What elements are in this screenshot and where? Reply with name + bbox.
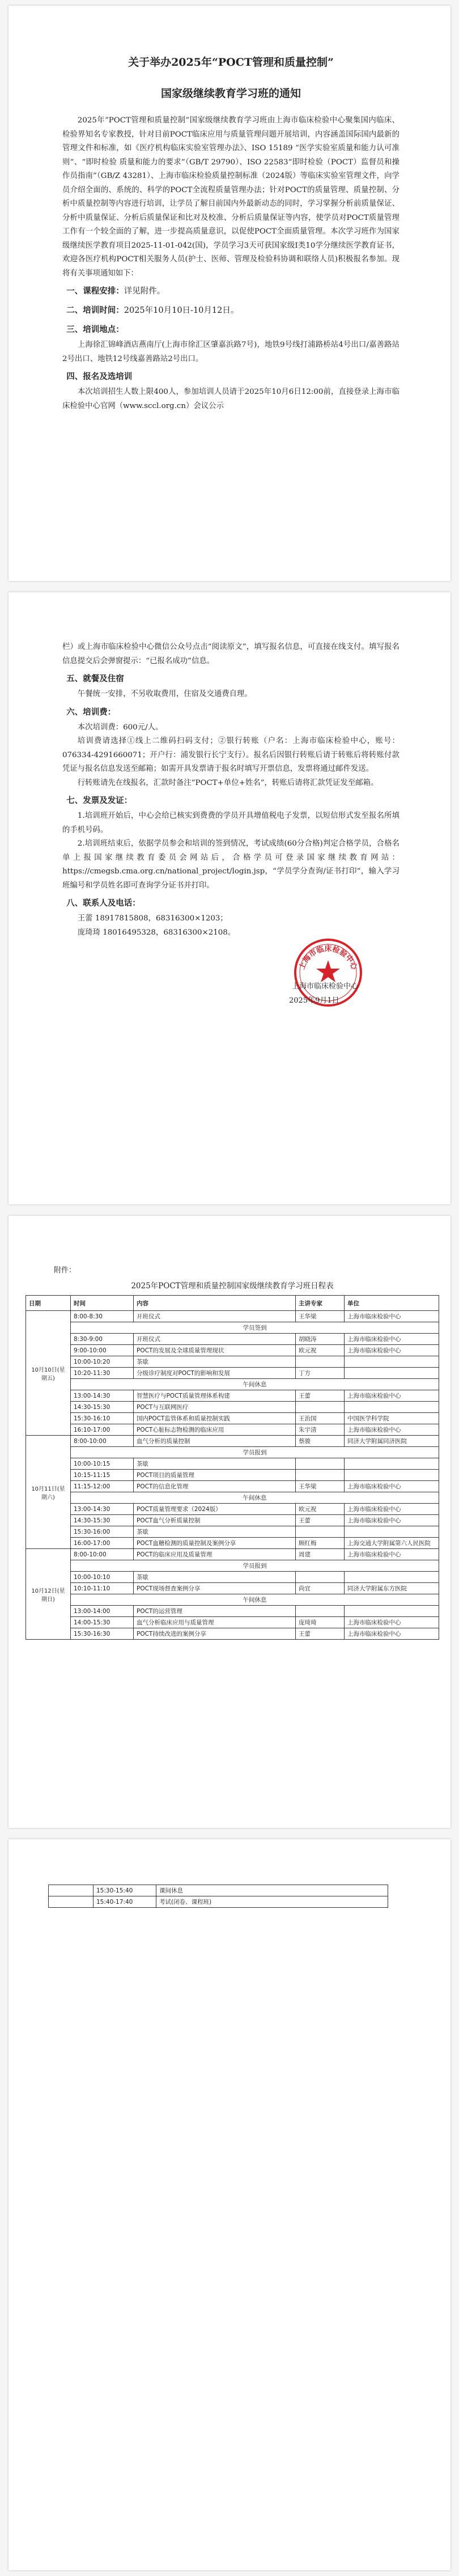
time-cell: 10:00-10:15 (71, 1458, 134, 1470)
table-row (26, 1504, 439, 1515)
contact-1: 王蕾 18917815808，68316300×1203； (77, 914, 228, 923)
lunch-break-cell: 午间休息 (71, 1492, 439, 1504)
certificate-paragraph: 2.培训班结束后，依据学员参会和培训的签到情况，考试成绩(60分合格)判定合格学员，合格名单上报国家继续教育委员会网站后，合格学员可登录国家继续教育网站：https://cmegsb.cma.org.cn/national_project/login.jsp，“学员学分查询/证书打印”，输入学习班编号和学员姓名即可查询学分证书并打印。 (62, 839, 400, 890)
header-unit: 单位 (345, 1296, 439, 1311)
table-row (26, 1356, 439, 1368)
table-row (26, 1628, 439, 1640)
unit-cell: 上海市临床检验中心 (345, 1504, 439, 1515)
expert-cell: 欧元祝 (296, 1504, 345, 1515)
section-3-heading: 三、培训地点： (66, 325, 124, 334)
section-4-detail: 本次培训招生人数上限400人，参加培训人员请于2025年10月6日12:00前，直接登录上海市临床检验中心官网（www.sccl.org.cn）会议公示 (62, 388, 400, 410)
unit-cell (345, 1526, 439, 1538)
notice-title-line2: 国家级继续教育学习班的通知 (160, 87, 301, 100)
table-row (26, 1492, 439, 1504)
expert-cell: 王蕾 (296, 1390, 345, 1402)
content-cell: POCT的临床应用及质量管理 (134, 1549, 296, 1560)
unit-cell: 上海交通大学附属第六人民医院 (345, 1538, 439, 1549)
table-row (26, 1413, 439, 1424)
time-cell: 15:40-17:40 (94, 1896, 156, 1908)
unit-cell (345, 1368, 439, 1379)
day-cell: 10月11日(星期六) (26, 1436, 71, 1549)
time-cell: 15:30-16:10 (71, 1413, 134, 1424)
expert-cell: 尚宜 (296, 1583, 345, 1594)
expert-cell: 王治国 (296, 1413, 345, 1424)
time-cell: 13:00-14:30 (71, 1390, 134, 1402)
expert-cell: 蔡骏 (296, 1436, 345, 1447)
section-2-heading: 二、培训时间：2025年10月10日-10月12日。 (66, 305, 239, 315)
expert-cell: 王华梁 (296, 1311, 345, 1322)
table-row (26, 1617, 439, 1628)
time-cell: 14:30-15:30 (71, 1515, 134, 1526)
content-cell: 国内POCT监管体系和质量控制实践 (134, 1413, 296, 1424)
table-row (26, 1549, 439, 1560)
unit-cell (345, 1470, 439, 1481)
section-6-heading: 六、培训费： (66, 707, 116, 717)
time-cell: 10:00-10:20 (71, 1356, 134, 1368)
table-row (26, 1526, 439, 1538)
section-7-heading: 七、发票及发证： (66, 796, 133, 805)
time-cell: 10:00-10:10 (71, 1572, 134, 1583)
expert-cell: 朱宇清 (296, 1424, 345, 1436)
time-cell: 15:30-16:30 (71, 1628, 134, 1640)
content-cell: 课间休息 (156, 1885, 388, 1896)
time-cell: 14:30-15:30 (71, 1402, 134, 1413)
schedule-table-continued (48, 1885, 388, 1908)
table-row (26, 1572, 439, 1583)
attachment-label: 附件： (54, 1266, 76, 1275)
time-cell: 10:15-11:15 (71, 1470, 134, 1481)
time-cell: 11:15-12:00 (71, 1481, 134, 1492)
schedule-table (26, 1295, 439, 1640)
section-3-detail: 上海徐汇锦峰酒店燕南厅(上海市徐汇区肇嘉浜路7号)，地铁9号线打浦路桥站4号出口/嘉善路站2号出口、地铁12号线嘉善路站2号出口。 (62, 341, 400, 363)
table-row (26, 1560, 439, 1572)
unit-cell (345, 1572, 439, 1583)
time-cell: 10:20-11:30 (71, 1368, 134, 1379)
unit-cell: 同济大学附属同济医院 (345, 1436, 439, 1447)
signing-date: 2025年9月1日 (289, 996, 339, 1005)
seal-text: 上海市临床检验中心 (298, 945, 359, 971)
section-4-continued: 栏）或上海市临床检验中心微信公众号点击“阅读原文”，填写报名信息，可直接在线支付。填写报名信息提交后会弹窗提示：“已报名成功”信息。 (62, 643, 400, 665)
table-row (26, 1470, 439, 1481)
notice-page-2 (8, 592, 450, 1204)
content-cell: POCT与互联网医疗 (134, 1402, 296, 1413)
table-row (26, 1538, 439, 1549)
content-cell: 开班仪式 (134, 1334, 296, 1345)
contact-2: 庞琦琦 18016495328，68316300×2108。 (77, 928, 236, 937)
section-5-detail: 午餐统一安排，不另收取费用，住宿及交通费自理。 (77, 690, 252, 698)
content-cell: 智慧医疗与POCT质量管理体系构建 (134, 1390, 296, 1402)
unit-cell (345, 1458, 439, 1470)
empty-date-cell (49, 1885, 94, 1896)
unit-cell: 上海市临床检验中心 (345, 1549, 439, 1560)
session-banner-cell: 学员报到 (71, 1447, 439, 1458)
table-row (26, 1447, 439, 1458)
schedule-page (8, 1216, 450, 1828)
table-row (26, 1390, 439, 1402)
expert-cell (296, 1458, 345, 1470)
expert-cell (296, 1470, 345, 1481)
empty-date-cell (49, 1896, 94, 1908)
table-row (26, 1436, 439, 1447)
session-banner-cell: 学员报到 (71, 1560, 439, 1572)
time-cell: 15:30-15:40 (94, 1885, 156, 1896)
expert-cell (296, 1572, 345, 1583)
content-cell: POCT心脏标志物检测的临床应用 (134, 1424, 296, 1436)
content-cell: 血气分析临床应用与质量管理 (134, 1617, 296, 1628)
table-row (26, 1594, 439, 1606)
expert-cell: 顾红梅 (296, 1538, 345, 1549)
time-cell: 8:00-10:00 (71, 1549, 134, 1560)
content-cell: POCT的运营管理 (134, 1606, 296, 1617)
payment-paragraph-2: 行转账请先在线报名，汇款时备注“POCT+单位+姓名”，转账后请将汇款凭证发至邮箱。 (77, 778, 379, 787)
payment-paragraph: 培训费请选择①线上二维码扫码支付；②银行转账（户名：上海市临床检验中心，账号：076334-4291660071；开户行：浦发银行长宁支行）。报名后因银行转账后请于转账后将转账付款凭证与报名信息发送至邮箱；如需开具发票请于报名时填写开票信息，发票将通过邮件发送。 (62, 737, 400, 773)
content-cell: POCT质量管理要求（2024版） (134, 1504, 296, 1515)
table-row (26, 1583, 439, 1594)
table-row (26, 1379, 439, 1390)
content-cell: 血气分析的质量控制 (134, 1436, 296, 1447)
expert-cell: 周建 (296, 1549, 345, 1560)
unit-cell: 上海市临床检验中心 (345, 1334, 439, 1345)
signing-organization: 上海市临床检验中心 (292, 982, 359, 991)
session-banner-cell: 学员签到 (71, 1322, 439, 1334)
content-cell: POCT血糖检测的质量控制及案例分享 (134, 1538, 296, 1549)
day-cell: 10月10日(星期五) (26, 1311, 71, 1436)
time-cell: 14:00-15:30 (71, 1617, 134, 1628)
signature-block (62, 943, 400, 1028)
unit-cell: 中国医学科学院 (345, 1413, 439, 1424)
unit-cell (345, 1402, 439, 1413)
unit-cell: 上海市临床检验中心 (345, 1515, 439, 1526)
expert-cell: 丁方 (296, 1368, 345, 1379)
table-row (26, 1311, 439, 1322)
content-cell: 茶歇 (134, 1356, 296, 1368)
time-cell: 13:00-14:30 (71, 1504, 134, 1515)
time-cell: 9:00-10:00 (71, 1345, 134, 1356)
unit-cell: 上海市临床检验中心 (345, 1345, 439, 1356)
table-row (26, 1334, 439, 1345)
table-row (26, 1515, 439, 1526)
expert-cell: 胡晓涛 (296, 1334, 345, 1345)
unit-cell: 同济大学附属东方医院 (345, 1583, 439, 1594)
expert-cell: 欧元祝 (296, 1345, 345, 1356)
schedule-page-continued (8, 1839, 450, 2570)
time-cell: 8:00-8:30 (71, 1311, 134, 1322)
expert-cell: 庞琦琦 (296, 1617, 345, 1628)
notice-title-line1: 关于举办2025年“POCT管理和质量控制” (128, 56, 334, 69)
content-cell: 茶歇 (134, 1458, 296, 1470)
time-cell: 16:00-17:00 (71, 1538, 134, 1549)
content-cell: 开班仪式 (134, 1311, 296, 1322)
table-row (26, 1458, 439, 1470)
lunch-break-cell: 午间休息 (71, 1379, 439, 1390)
notice-page-1 (8, 6, 450, 581)
content-cell: POCT项目的质量管理 (134, 1470, 296, 1481)
expert-cell: 王华梁 (296, 1481, 345, 1492)
unit-cell: 上海市临床检验中心 (345, 1390, 439, 1402)
schedule-title: 2025年POCT管理和质量控制国家级继续教育学习班日程表 (131, 1281, 334, 1291)
section-4-heading: 四、报名及选培训 (66, 372, 133, 381)
content-cell: POCT的信息化管理 (134, 1481, 296, 1492)
lunch-break-cell: 午间休息 (71, 1594, 439, 1606)
table-row (26, 1322, 439, 1334)
expert-cell: 王蕾 (296, 1515, 345, 1526)
section-5-heading: 五、就餐及住宿 (66, 674, 124, 684)
table-row (26, 1481, 439, 1492)
time-cell: 13:00-14:00 (71, 1606, 134, 1617)
table-row (26, 1606, 439, 1617)
table-row (49, 1885, 388, 1896)
content-cell: 茶歇 (134, 1526, 296, 1538)
unit-cell: 上海市临床检验中心 (345, 1311, 439, 1322)
header-expert: 主讲专家 (296, 1296, 345, 1311)
section-6-detail: 本次培训费：600元/人。 (77, 723, 163, 732)
header-time: 时间 (71, 1296, 134, 1311)
table-row (26, 1345, 439, 1356)
content-cell: POCT的发展及全球质量管理现状 (134, 1345, 296, 1356)
header-date: 日期 (26, 1296, 71, 1311)
section-8-heading: 八、联系人及电话： (66, 898, 141, 908)
table-row (49, 1896, 388, 1908)
content-cell: 茶歇 (134, 1572, 296, 1583)
table-row (26, 1368, 439, 1379)
unit-cell (345, 1356, 439, 1368)
content-cell: 分级诊疗制度对POCT的影响和发展 (134, 1368, 296, 1379)
expert-cell (296, 1402, 345, 1413)
expert-cell (296, 1526, 345, 1538)
header-content: 内容 (134, 1296, 296, 1311)
section-1-heading: 一、课程安排：详见附件。 (66, 286, 165, 296)
table-row (26, 1402, 439, 1413)
schedule-header-row (26, 1296, 439, 1311)
time-cell: 8:30-9:00 (71, 1334, 134, 1345)
time-cell: 15:30-16:00 (71, 1526, 134, 1538)
unit-cell: 上海市临床检验中心 (345, 1481, 439, 1492)
time-cell: 10:10-11:10 (71, 1583, 134, 1594)
table-row (26, 1424, 439, 1436)
invoice-paragraph: 1.培训班开始后，中心会给已核实到费费的学员开具增值税电子发票，以短信形式发至报名所填的手机号码。 (62, 812, 400, 834)
day-cell: 10月12日(星期日) (26, 1549, 71, 1640)
unit-cell: 上海市临床检验中心 (345, 1424, 439, 1436)
intro-paragraph: 2025年“POCT管理和质量控制”国家级继续教育学习班由上海市临床检验中心聚集国内临床、检验界知名专家教授，针对目前POCT临床应用与质量管理问题开展培训，内容涵盖国际国内最新的管理文件和标准，如《医疗机构临床实验室管理办法》、ISO 15189 “医学实验室质量和能力认可准则”、“即时检验 质量和能力的要求”（GB/T 29790）、ISO 22583“即时检验（POCT）监督员和操作员指南”（GB/Z 43281）、上海市临床检验质量控制标准（2024版）等临床实验室管理文件，向学员介绍全面的、系统的、科学的POCT全流程质量管理办法；针对POCT的质量管理、质量控制、分析中质量控制等内容进行培训，让学员了解目前国内外最新动态的同时，学习掌握分析前质量保证、分析中质量保证、分析后质量保证和比对及校准、分析后质量保证等内容，使学员对POCT质量管理工作有一个较全面的了解，进一步提高质量意识，以促使POCT全面质量管理。本次学习班作为国家级继续医学教育项目2025-11-01-042(国)，学员学习3天可获国家级Ⅰ类10学分继续医学教育证书，欢迎各医疗机构POCT相关服务人员(护士、医师、管理及检验科协调和联络人员)积极报名参加。现将有关事项通知如下： (62, 116, 400, 278)
unit-cell (345, 1606, 439, 1617)
expert-cell (296, 1356, 345, 1368)
expert-cell (296, 1606, 345, 1617)
time-cell: 16:10-17:00 (71, 1424, 134, 1436)
content-cell: 考试(闭卷、课程班) (156, 1896, 388, 1908)
unit-cell: 上海市临床检验中心 (345, 1628, 439, 1640)
content-cell: POCT血气分析质量控制 (134, 1515, 296, 1526)
expert-cell: 王蕾 (296, 1628, 345, 1640)
time-cell: 8:00-10:00 (71, 1436, 134, 1447)
unit-cell: 上海市临床检验中心 (345, 1617, 439, 1628)
content-cell: POCT现场督查案例分享 (134, 1583, 296, 1594)
content-cell: POCT持续改进的案例分享 (134, 1628, 296, 1640)
